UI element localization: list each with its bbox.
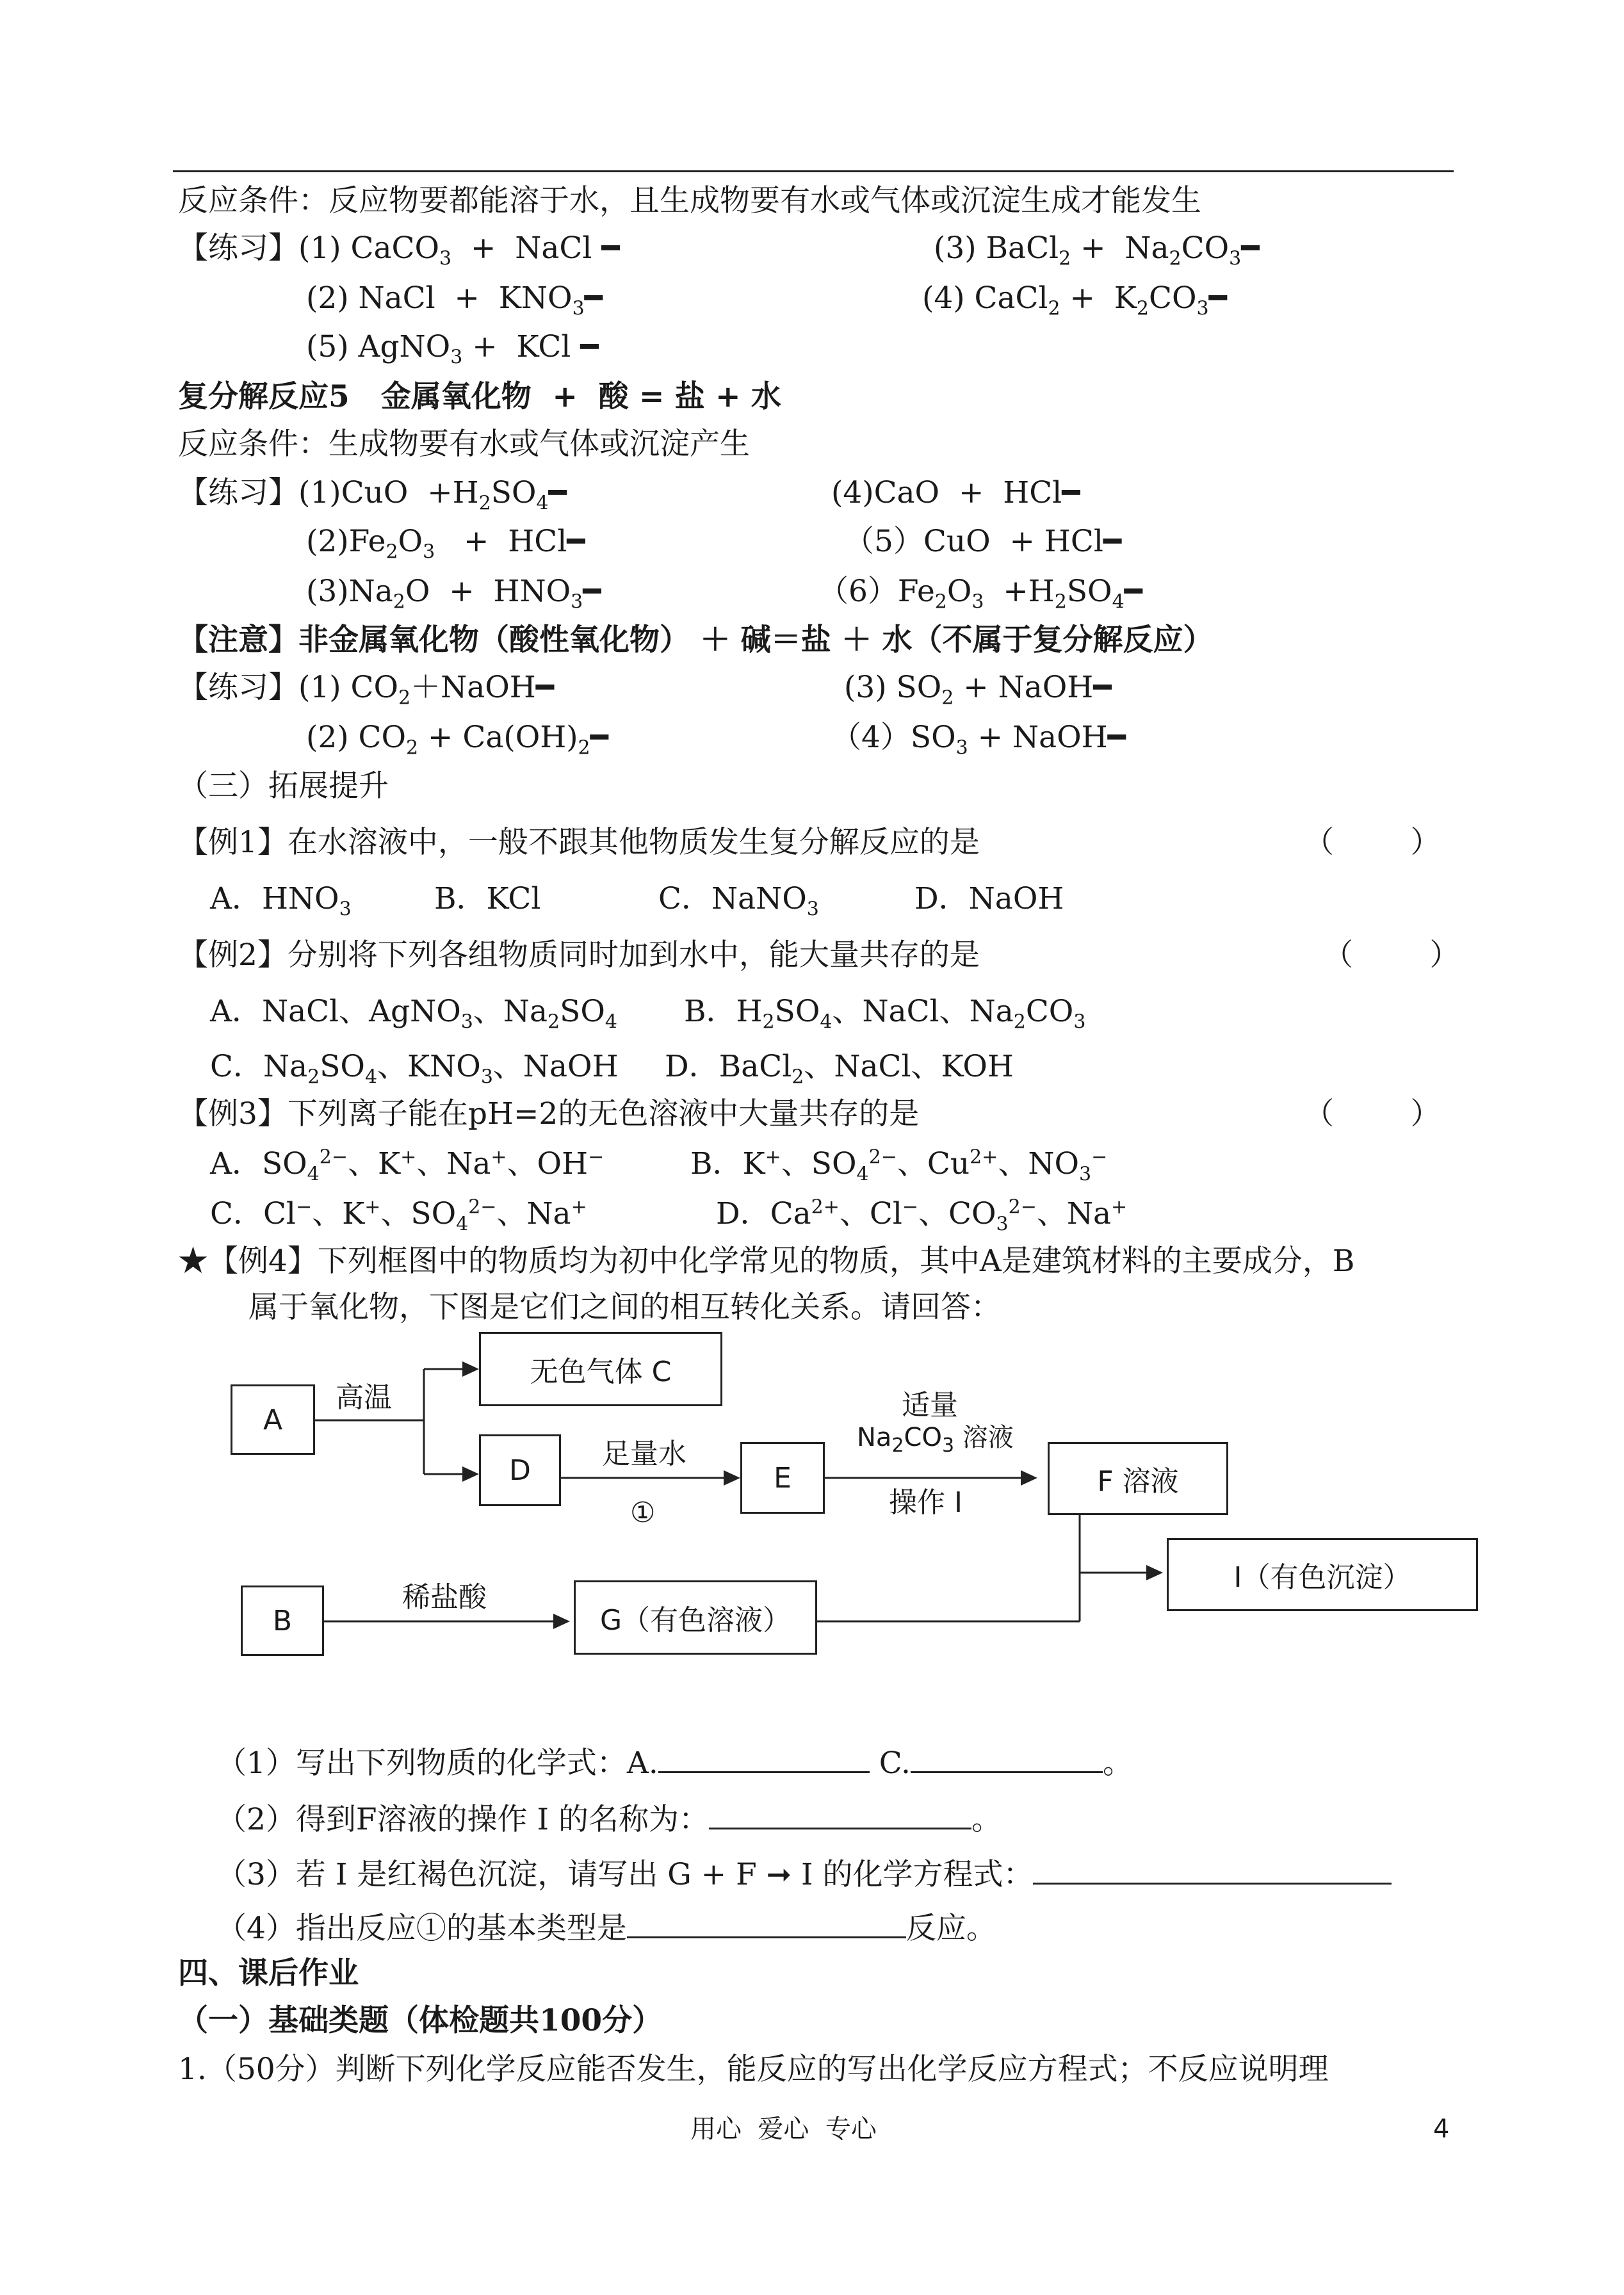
section-4-1-heading: （一）基础类题（体检题共100分） <box>178 2003 663 2038</box>
condition-4: 反应条件：反应物要都能溶于水，且生成物要有水或气体或沉淀生成才能发生 <box>178 183 1201 218</box>
q3-answer-paren: （ ） <box>1304 1096 1441 1131</box>
q2-option-c: C．$Na_2SO_4$、$KNO_3$、NaOH <box>210 1049 619 1089</box>
practice-note-item1: 【练习】(1) $CO_2+NaOH━$ <box>178 670 555 710</box>
section-3-heading: （三）拓展提升 <box>178 768 389 804</box>
practice-5-item2: $(2)Fe_2O_3$ + HCl━ <box>306 524 585 564</box>
q2-stem: 【例2】分别将下列各组物质同时加到水中，能大量共存的是 <box>178 937 980 973</box>
q1-option-c: C．NaNO$_3$ <box>658 881 819 921</box>
q3-option-a: A．$SO_4^{2-}$、K+、Na+、OH− <box>210 1146 605 1186</box>
q3-stem: 【例3】下列离子能在pH=2的无色溶液中大量共存的是 <box>178 1096 920 1131</box>
label-reagent-line1: 适量 <box>902 1389 958 1422</box>
note-line: 【注意】非金属氧化物（酸性氧化物） ＋ 碱＝盐 ＋ 水（不属于复分解反应） <box>178 622 1214 658</box>
box-i: I（有色沉淀） <box>1167 1538 1478 1611</box>
label-circle-1: ① <box>630 1496 656 1529</box>
practice-4-row1-left: 【练习】(1) CaCO$_3$ + NaCl ━ <box>178 231 620 270</box>
label-water: 足量水 <box>602 1438 686 1470</box>
q4-stem-line2: 属于氧化物，下图是它们之间的相互转化关系。请回答： <box>248 1290 1001 1325</box>
practice-4-item4: (4) CaCl$_2$ + $K_2CO_3━$ <box>922 280 1227 320</box>
box-a: A <box>231 1384 315 1455</box>
q3-option-c: C．Cl−、K+、$SO_4^{2-}$、Na+ <box>210 1196 587 1236</box>
practice-5-item4: (4)CaO + HCl━ <box>831 475 1080 510</box>
q1-option-a: A．$HNO_3$ <box>210 881 352 921</box>
box-c: 无色气体 C <box>479 1332 722 1406</box>
q1-stem: 【例1】在水溶液中，一般不跟其他物质发生复分解反应的是 <box>178 825 980 860</box>
practice-note-item3: (3) $SO_2$ + NaOH━ <box>844 670 1112 710</box>
q2-answer-paren: （ ） <box>1323 937 1460 973</box>
answer-blank-reaction-type[interactable] <box>627 1907 906 1938</box>
practice-4-item2: (2) NaCl + $KNO_3━$ <box>306 280 603 320</box>
answer-blank-operation[interactable] <box>709 1798 971 1829</box>
homework-1: 1.（50分）判断下列化学反应能否发生，能反应的写出化学反应方程式；不反应说明理 <box>178 2052 1329 2087</box>
practice-5-item6: $(6)Fe_2O_3$ $+H_2SO_4━$ <box>818 574 1142 613</box>
footer-motto: 用心 爱心 专心 <box>690 2114 877 2144</box>
q4-sub4: （4）指出反应①的基本类型是 反应。 <box>216 1907 996 1948</box>
practice-4-item5: (5) AgNO$_3$ + KCl ━ <box>306 329 599 369</box>
q3-option-b: B．K+、$SO_4^{2-}$、$Cu^{2+}$、$NO_3^-$ <box>690 1146 1108 1186</box>
q2-option-d: D．BaCl$_2$、NaCl、KOH <box>665 1049 1014 1089</box>
q4-sub1: （1）写出下列物质的化学式：A. C. 。 <box>216 1742 1133 1783</box>
practice-note-item4: $(4)SO_3$ + NaOH━ <box>831 720 1126 759</box>
label-reagent-line2: $Na_2CO_3$ 溶液 <box>857 1423 1014 1457</box>
box-b: B <box>241 1585 324 1656</box>
q4-stem-line1: ★【例4】下列框图中的物质均为初中化学常见的物质，其中A是建筑材料的主要成分，B <box>178 1244 1355 1279</box>
box-f: F 溶液 <box>1048 1442 1228 1515</box>
page-number: 4 <box>1433 2114 1450 2144</box>
box-d: D <box>479 1434 561 1506</box>
practice-5-item1: 【练习】$(1)CuO +H_2SO_4━$ <box>178 475 567 515</box>
answer-blank-equation[interactable] <box>1033 1853 1392 1885</box>
q4-sub2: （2）得到F溶液的操作 I 的名称为： 。 <box>216 1798 1002 1839</box>
practice-4-item3: (3) BaCl$_2$ + $Na_2CO_3━$ <box>934 231 1260 270</box>
section-4-heading: 四、课后作业 <box>178 1956 359 1991</box>
practice-5-item5: （5）CuO + HCl━ <box>844 524 1122 559</box>
reaction-5-title: 复分解反应5 金属氧化物 + 酸 = 盐 + 水 <box>178 379 781 414</box>
practice-note-item2: (2) $CO_2$ + $Ca(OH)_2━$ <box>306 720 608 759</box>
q2-option-a: A．NaCl、AgNO$_3$、$Na_2SO_4$ <box>210 994 617 1034</box>
box-e: E <box>740 1442 825 1514</box>
label-operation-1: 操作 I <box>889 1486 962 1519</box>
condition-5: 反应条件：生成物要有水或气体或沉淀产生 <box>178 426 750 462</box>
q2-option-b: B．$H_2SO_4$、NaCl、$Na_2CO_3$ <box>684 994 1086 1034</box>
q1-option-b: B．KCl <box>434 881 541 916</box>
answer-blank-a[interactable] <box>658 1742 870 1773</box>
label-high-temp: 高温 <box>336 1381 392 1414</box>
answer-blank-c[interactable] <box>911 1742 1103 1773</box>
label-dilute-hcl: 稀盐酸 <box>402 1581 487 1614</box>
q4-sub3: （3）若 I 是红褐色沉淀，请写出 G + F ➞ I 的化学方程式： <box>216 1853 1392 1894</box>
q1-answer-paren: （ ） <box>1304 825 1441 860</box>
q3-option-d: D．$Ca^{2+}$、Cl−、$CO_3^{2-}$、Na+ <box>716 1196 1128 1236</box>
practice-5-item3: $(3)Na_2O$ + $HNO_3━$ <box>306 574 601 613</box>
box-g: G（有色溶液） <box>574 1580 817 1655</box>
q1-option-d: D．NaOH <box>914 881 1064 916</box>
